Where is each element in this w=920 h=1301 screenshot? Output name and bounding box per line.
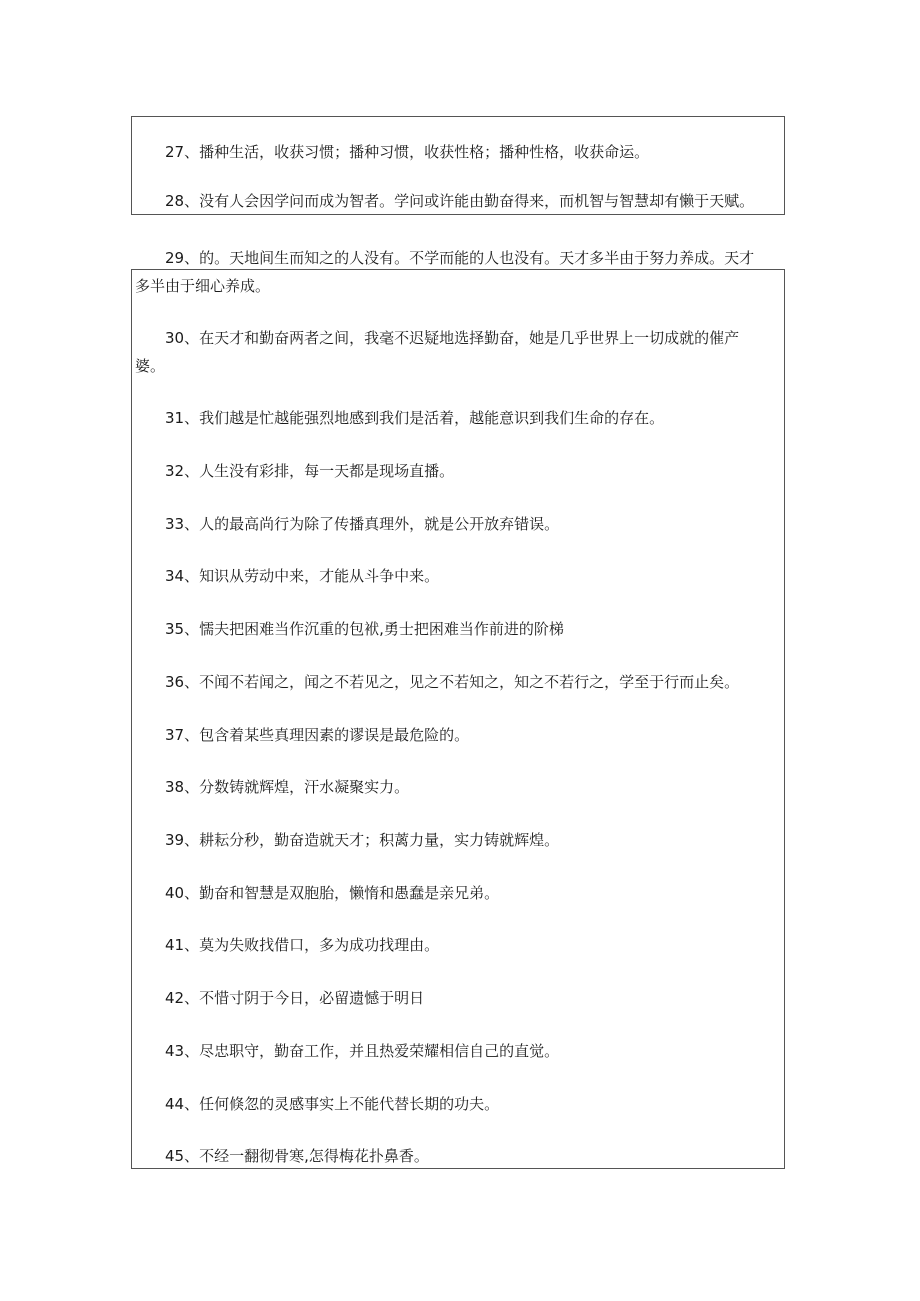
quote-box-main — [131, 269, 785, 1169]
quote-29-line2: 多半由于细心养成。 — [135, 277, 271, 295]
quote-44: 44、任何倏忽的灵感事实上不能代替长期的功夫。 — [165, 1095, 500, 1113]
quote-39: 39、耕耘分秒，勤奋造就天才；积蓠力量，实力铸就辉煌。 — [165, 831, 560, 849]
quote-31: 31、我们越是忙越能强烈地感到我们是活着，越能意识到我们生命的存在。 — [165, 409, 665, 427]
quote-41: 41、莫为失败找借口，多为成功找理由。 — [165, 936, 440, 954]
quote-36: 36、不闻不若闻之，闻之不若见之，见之不若知之，知之不若行之，学至于行而止矣。 — [165, 673, 740, 691]
quote-35: 35、懦夫把困难当作沉重的包袱,勇士把困难当作前进的阶梯 — [165, 620, 564, 638]
quote-27: 27、播种生活，收获习惯；播种习惯，收获性格；播种性格，收获命运。 — [165, 143, 650, 161]
quote-32: 32、人生没有彩排，每一天都是现场直播。 — [165, 462, 455, 480]
quote-34: 34、知识从劳动中来，才能从斗争中来。 — [165, 567, 440, 585]
quote-40: 40、勤奋和智慧是双胞胎，懒惰和愚蠢是亲兄弟。 — [165, 884, 500, 902]
quote-28: 28、没有人会因学问而成为智者。学问或许能由勤奋得来，而机智与智慧却有懒于天赋。 — [165, 192, 755, 210]
quote-29-line1: 29、的。天地间生而知之的人没有。不学而能的人也没有。天才多半由于努力养成。天才 — [165, 249, 755, 267]
quote-38: 38、分数铸就辉煌，汗水凝聚实力。 — [165, 778, 410, 796]
quote-42: 42、不惜寸阴于今日，必留遗憾于明日 — [165, 989, 425, 1007]
quote-37: 37、包含着某些真理因素的谬误是最危险的。 — [165, 726, 470, 744]
quote-33: 33、人的最高尚行为除了传播真理外，就是公开放弃错误。 — [165, 515, 560, 533]
quote-43: 43、尽忠职守，勤奋工作，并且热爱荣耀相信自己的直觉。 — [165, 1042, 560, 1060]
quote-45: 45、不经一翻彻骨寒,怎得梅花扑鼻香。 — [165, 1147, 429, 1165]
quote-30-line2: 婆。 — [135, 357, 166, 375]
quote-30-line1: 30、在天才和勤奋两者之间，我毫不迟疑地选择勤奋，她是几乎世界上一切成就的催产 — [165, 329, 740, 347]
